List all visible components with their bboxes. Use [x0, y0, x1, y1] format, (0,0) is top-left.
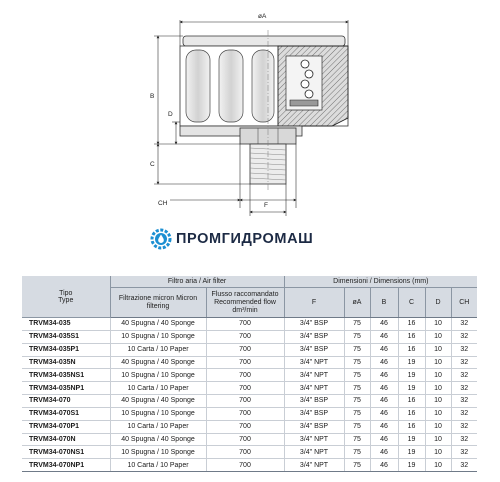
col-header-b: B [370, 288, 398, 318]
filter-housing [180, 30, 348, 190]
cell-code: TRVM34-035N [22, 356, 110, 369]
cell-c: 19 [398, 446, 425, 459]
cell-ch: 32 [451, 420, 477, 433]
cell-code: TRVM34-035S1 [22, 330, 110, 343]
cell-flow: 700 [206, 459, 284, 472]
cell-f: 3/4" NPT [284, 446, 344, 459]
cell-ch: 32 [451, 459, 477, 472]
cell-flow: 700 [206, 382, 284, 395]
type-header [22, 276, 110, 318]
cell-d: 10 [425, 459, 451, 472]
cell-b: 46 [370, 446, 398, 459]
cell-d: 10 [425, 446, 451, 459]
cell-code: TRVM34-035NS1 [22, 369, 110, 382]
col-header-a: øA [344, 288, 370, 318]
cell-code: TRVM34-070P1 [22, 420, 110, 433]
cell-b: 46 [370, 330, 398, 343]
cell-a: 75 [344, 369, 370, 382]
cell-c: 19 [398, 382, 425, 395]
cell-c: 19 [398, 356, 425, 369]
cell-c: 19 [398, 459, 425, 472]
col-header-d: D [425, 288, 451, 318]
cell-c: 16 [398, 343, 425, 356]
cell-b: 46 [370, 407, 398, 420]
cell-f: 3/4" BSP [284, 395, 344, 408]
dim-label-ch: CH [158, 200, 168, 207]
cell-c: 16 [398, 318, 425, 331]
cell-d: 10 [425, 407, 451, 420]
cell-a: 75 [344, 433, 370, 446]
table-row [22, 343, 477, 356]
cell-b: 46 [370, 459, 398, 472]
cell-ch: 32 [451, 343, 477, 356]
cell-a: 75 [344, 420, 370, 433]
cell-d: 10 [425, 318, 451, 331]
cell-filter: 10 Carta / 10 Paper [110, 459, 206, 472]
cell-f: 3/4" BSP [284, 318, 344, 331]
cell-filter: 10 Carta / 10 Paper [110, 382, 206, 395]
cell-b: 46 [370, 356, 398, 369]
cell-filter: 10 Carta / 10 Paper [110, 343, 206, 356]
cell-ch: 32 [451, 407, 477, 420]
cell-a: 75 [344, 330, 370, 343]
cell-filter: 40 Spugna / 40 Sponge [110, 318, 206, 331]
cell-a: 75 [344, 395, 370, 408]
cell-code: TRVM34-035P1 [22, 343, 110, 356]
cell-ch: 32 [451, 446, 477, 459]
cell-filter: 40 Spugna / 40 Sponge [110, 395, 206, 408]
table-row [22, 382, 477, 395]
table-row [22, 459, 477, 472]
logo-text: ПРОМГИДРОМАШ [176, 231, 314, 247]
cell-d: 10 [425, 356, 451, 369]
cell-ch: 32 [451, 356, 477, 369]
table-row [22, 330, 477, 343]
cell-d: 10 [425, 420, 451, 433]
table-row [22, 395, 477, 408]
cell-filter: 40 Spugna / 40 Sponge [110, 433, 206, 446]
cell-flow: 700 [206, 433, 284, 446]
cell-b: 46 [370, 382, 398, 395]
cell-b: 46 [370, 343, 398, 356]
dims-group-header: Dimensioni / Dimensions (mm) [284, 276, 477, 288]
cell-code: TRVM34-035NP1 [22, 382, 110, 395]
cell-filter: 10 Carta / 10 Paper [110, 420, 206, 433]
cell-ch: 32 [451, 330, 477, 343]
cell-flow: 700 [206, 356, 284, 369]
cell-f: 3/4" BSP [284, 330, 344, 343]
cell-filter: 10 Spugna / 10 Sponge [110, 446, 206, 459]
cell-a: 75 [344, 318, 370, 331]
cell-c: 16 [398, 407, 425, 420]
cell-b: 46 [370, 369, 398, 382]
cell-code: TRVM34-035 [22, 318, 110, 331]
cell-flow: 700 [206, 420, 284, 433]
col-header-f: F [284, 288, 344, 318]
cell-ch: 32 [451, 395, 477, 408]
filter-group-header: Filtro aria / Air filter [110, 276, 284, 288]
cell-d: 10 [425, 433, 451, 446]
cell-c: 16 [398, 330, 425, 343]
type-header-line2: Type [58, 296, 74, 304]
table-row [22, 407, 477, 420]
cell-f: 3/4" NPT [284, 356, 344, 369]
cell-flow: 700 [206, 343, 284, 356]
cell-code: TRVM34-070N [22, 433, 110, 446]
cell-a: 75 [344, 343, 370, 356]
dim-label-b: B [150, 93, 155, 100]
table-row [22, 318, 477, 331]
cell-f: 3/4" BSP [284, 420, 344, 433]
cell-f: 3/4" NPT [284, 382, 344, 395]
cell-a: 75 [344, 382, 370, 395]
cell-ch: 32 [451, 369, 477, 382]
cell-b: 46 [370, 395, 398, 408]
cell-filter: 10 Spugna / 10 Sponge [110, 330, 206, 343]
micron-header: Filtrazione micron Micron filtering [110, 288, 206, 318]
cell-c: 19 [398, 433, 425, 446]
cell-a: 75 [344, 407, 370, 420]
cell-c: 19 [398, 369, 425, 382]
cell-ch: 32 [451, 382, 477, 395]
cell-a: 75 [344, 446, 370, 459]
cell-f: 3/4" NPT [284, 433, 344, 446]
table-row [22, 446, 477, 459]
flow-header-line3: dm³/min [232, 306, 258, 314]
cell-flow: 700 [206, 369, 284, 382]
cell-filter: 40 Spugna / 40 Sponge [110, 356, 206, 369]
table-row [22, 369, 477, 382]
cell-f: 3/4" NPT [284, 369, 344, 382]
cell-flow: 700 [206, 395, 284, 408]
cell-d: 10 [425, 330, 451, 343]
cell-f: 3/4" BSP [284, 407, 344, 420]
cell-filter: 10 Spugna / 10 Sponge [110, 369, 206, 382]
cell-b: 46 [370, 420, 398, 433]
cell-flow: 700 [206, 446, 284, 459]
cell-a: 75 [344, 356, 370, 369]
dim-label-d: D [168, 111, 173, 118]
flow-header-line2: Recommended flow [214, 298, 276, 306]
cell-flow: 700 [206, 318, 284, 331]
cell-d: 10 [425, 395, 451, 408]
cell-code: TRVM34-070 [22, 395, 110, 408]
cell-d: 10 [425, 369, 451, 382]
cell-ch: 32 [451, 433, 477, 446]
dim-label-c: C [150, 161, 155, 168]
cell-f: 3/4" NPT [284, 459, 344, 472]
flow-header [206, 288, 284, 318]
cell-d: 10 [425, 382, 451, 395]
cell-ch: 32 [451, 318, 477, 331]
dim-label-a: øA [258, 13, 267, 20]
table-row [22, 356, 477, 369]
spec-table [22, 276, 477, 472]
cell-filter: 10 Spugna / 10 Sponge [110, 407, 206, 420]
table-row [22, 420, 477, 433]
table-row [22, 433, 477, 446]
spec-table-body [22, 318, 477, 472]
cell-flow: 700 [206, 330, 284, 343]
cell-c: 16 [398, 395, 425, 408]
gear-drop-icon [150, 228, 172, 250]
cell-b: 46 [370, 318, 398, 331]
cell-d: 10 [425, 343, 451, 356]
brand-logo [150, 228, 313, 250]
flow-header-line1: Flusso raccomandato [211, 290, 279, 298]
col-header-c: C [398, 288, 425, 318]
cell-b: 46 [370, 433, 398, 446]
cell-flow: 700 [206, 407, 284, 420]
cell-a: 75 [344, 459, 370, 472]
type-header-line1: Tipo [59, 289, 73, 297]
cell-code: TRVM34-070NP1 [22, 459, 110, 472]
dim-label-f: F [264, 202, 268, 209]
technical-drawing [0, 0, 500, 222]
cell-c: 16 [398, 420, 425, 433]
cell-code: TRVM34-070S1 [22, 407, 110, 420]
col-header-ch: CH [451, 288, 477, 318]
cell-f: 3/4" BSP [284, 343, 344, 356]
cell-code: TRVM34-070NS1 [22, 446, 110, 459]
